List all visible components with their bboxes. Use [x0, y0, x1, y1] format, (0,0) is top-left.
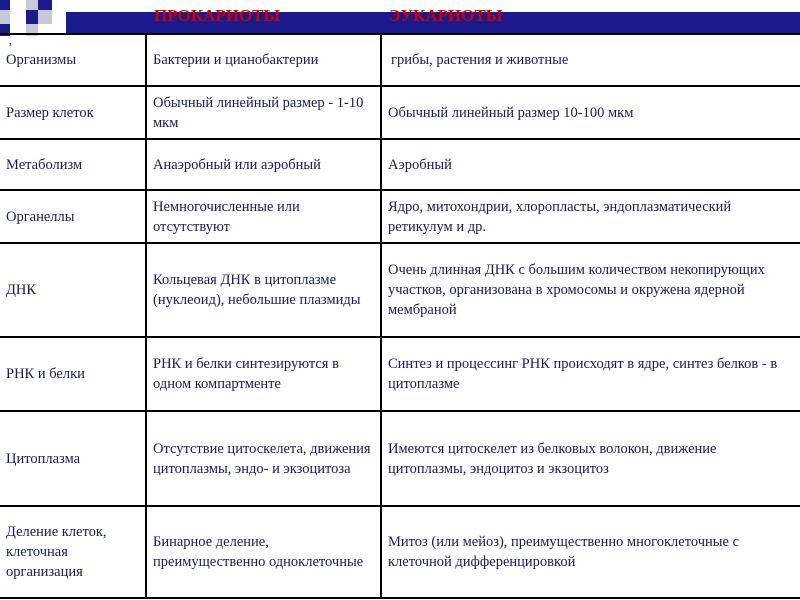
table-row: [0, 86, 800, 139]
feature-cell: РНК и белки: [0, 337, 146, 411]
prokaryote-cell: Отсутствие цитоскелета, движения цитоплазмы, эндо- и экзоцитоза: [146, 411, 381, 506]
prokaryote-cell: РНК и белки синтезируются в одном компартменте: [146, 337, 381, 411]
decor-square: [26, 10, 38, 24]
comparison-table: [0, 33, 800, 599]
decor-square: [10, 0, 26, 10]
prokaryote-cell: Бактерии и цианобактерии: [146, 34, 381, 86]
feature-cell: Цитоплазма: [0, 411, 146, 506]
decor-square: [38, 10, 52, 24]
feature-cell: ДНК: [0, 243, 146, 337]
feature-cell: Размер клеток: [0, 86, 146, 139]
table-row: [0, 34, 800, 86]
prokaryote-cell: Немногочисленные или отсутствуют: [146, 190, 381, 243]
header-eukaryotes: ЭУКАРИОТЫ: [389, 6, 503, 25]
eukaryote-cell: Очень длинная ДНК с большим количеством некопирующих участков, организована в хромосомы и окружена ядерной мембраной: [381, 243, 800, 337]
table-row: [0, 337, 800, 411]
decor-square: [0, 10, 10, 24]
table-row: [0, 506, 800, 598]
feature-cell: Организмы: [0, 34, 146, 86]
prokaryote-cell: Кольцевая ДНК в цитоплазме (нуклеоид), небольшие плазмиды: [146, 243, 381, 337]
decor-square: [38, 0, 52, 10]
eukaryote-cell: Имеются цитоскелет из белковых волокон, движение цитоплазмы, эндоцитоз и экзоцитоз: [381, 411, 800, 506]
eukaryote-cell: Ядро, митохондрии, хлоропласты, эндоплазматический ретикулум и др.: [381, 190, 800, 243]
header-prokaryotes: ПРОКАРИОТЫ: [154, 6, 281, 25]
table-row: [0, 190, 800, 243]
bullet-mark: ,: [9, 33, 12, 47]
table-row: [0, 243, 800, 337]
eukaryote-cell: Аэробный: [381, 139, 800, 190]
prokaryote-cell: Обычный линейный размер - 1-10 мкм: [146, 86, 381, 139]
eukaryote-cell: Митоз (или мейоз), преимущественно многоклеточные с клеточной дифференцировкой: [381, 506, 800, 598]
eukaryote-cell: Синтез и процессинг РНК происходят в ядре, синтез белков - в цитоплазме: [381, 337, 800, 411]
table-row: [0, 411, 800, 506]
decor-square: [0, 0, 10, 10]
eukaryote-cell: Обычный линейный размер 10-100 мкм: [381, 86, 800, 139]
table-row: [0, 139, 800, 190]
prokaryote-cell: Бинарное деление, преимущественно одноклеточные: [146, 506, 381, 598]
eukaryote-cell: грибы, растения и животные: [381, 34, 800, 86]
decor-square: [26, 0, 38, 10]
feature-cell: Органеллы: [0, 190, 146, 243]
feature-cell: Метаболизм: [0, 139, 146, 190]
feature-cell: Деление клеток, клеточная организация: [0, 506, 146, 598]
prokaryote-cell: Анаэробный или аэробный: [146, 139, 381, 190]
